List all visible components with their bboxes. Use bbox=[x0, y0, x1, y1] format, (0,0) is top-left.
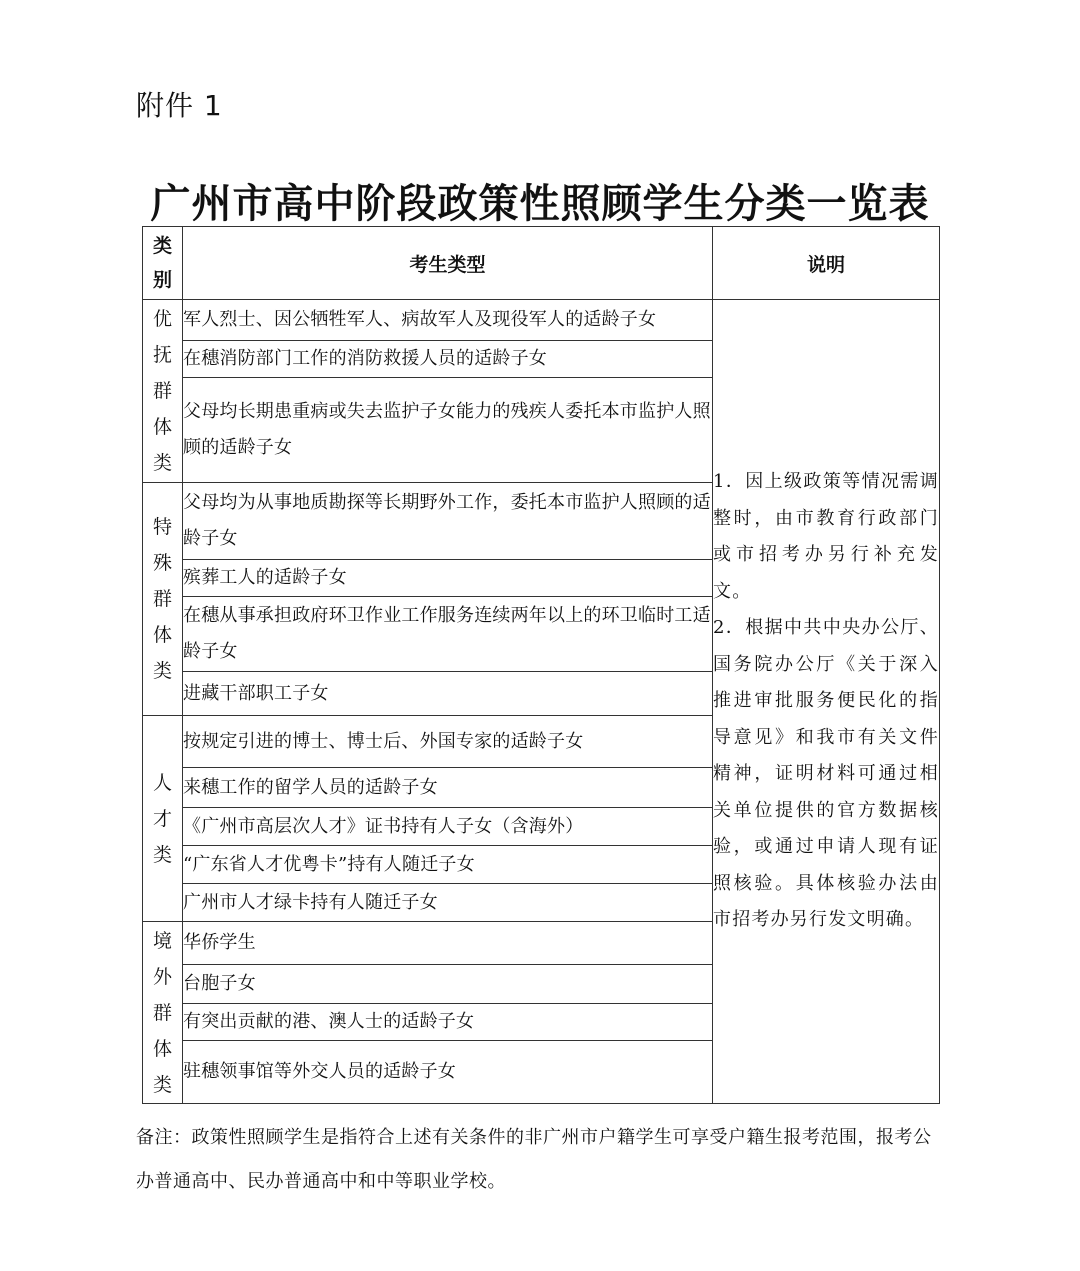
type-cell: 殡葬工人的适龄子女 bbox=[183, 560, 713, 597]
type-cell: 军人烈士、因公牺牲军人、病故军人及现役军人的适龄子女 bbox=[183, 300, 713, 341]
note-line: 1．因上级政策等情况需调整时，由市教育行政部门或市招考办另行补充发文。 bbox=[713, 471, 939, 602]
attachment-label: 附件 1 bbox=[136, 89, 223, 122]
classification-table bbox=[142, 226, 940, 1104]
type-cell: 华侨学生 bbox=[183, 922, 713, 965]
note-cell bbox=[713, 300, 940, 1104]
header-type: 考生类型 bbox=[183, 227, 713, 300]
type-cell: 来穗工作的留学人员的适龄子女 bbox=[183, 768, 713, 808]
document-title: 广州市高中阶段政策性照顾学生分类一览表 bbox=[150, 180, 930, 227]
type-cell: 按规定引进的博士、博士后、外国专家的适龄子女 bbox=[183, 716, 713, 768]
type-cell: 在穗从事承担政府环卫作业工作服务连续两年以上的环卫临时工适龄子女 bbox=[183, 597, 713, 672]
category-cell: 境外群体类 bbox=[143, 922, 183, 1104]
type-cell: 《广州市高层次人才》证书持有人子女（含海外） bbox=[183, 808, 713, 846]
category-cell: 优抚群体类 bbox=[143, 300, 183, 483]
category-cell: 特殊群体类 bbox=[143, 483, 183, 716]
header-category: 类别 bbox=[143, 227, 183, 300]
category-cell: 人才类 bbox=[143, 716, 183, 922]
type-cell: 父母均长期患重病或失去监护子女能力的残疾人委托本市监护人照顾的适龄子女 bbox=[183, 378, 713, 483]
type-cell: 有突出贡献的港、澳人士的适龄子女 bbox=[183, 1004, 713, 1041]
note-line: 2．根据中共中央办公厅、国务院办公厅《关于深入推进审批服务便民化的指导意见》和我市有关文件精神，证明材料可通过相关单位提供的官方数据核验，或通过申请人现有证照核验。具体核验办法由市招考办另行发文明确。 bbox=[713, 617, 939, 931]
header-note: 说明 bbox=[713, 227, 940, 300]
type-cell: 台胞子女 bbox=[183, 965, 713, 1004]
type-cell: 驻穗领事馆等外交人员的适龄子女 bbox=[183, 1041, 713, 1104]
table-row bbox=[143, 300, 940, 341]
type-cell: 进藏干部职工子女 bbox=[183, 672, 713, 716]
type-cell: 广州市人才绿卡持有人随迁子女 bbox=[183, 884, 713, 922]
type-cell: 在穗消防部门工作的消防救援人员的适龄子女 bbox=[183, 341, 713, 378]
type-cell: 父母均为从事地质勘探等长期野外工作，委托本市监护人照顾的适龄子女 bbox=[183, 483, 713, 560]
remark-text: 备注：政策性照顾学生是指符合上述有关条件的非广州市户籍学生可享受户籍生报考范围，报考公办普通高中、民办普通高中和中等职业学校。 bbox=[136, 1127, 932, 1192]
type-cell: “广东省人才优粤卡”持有人随迁子女 bbox=[183, 846, 713, 884]
table-header-row bbox=[143, 227, 940, 300]
